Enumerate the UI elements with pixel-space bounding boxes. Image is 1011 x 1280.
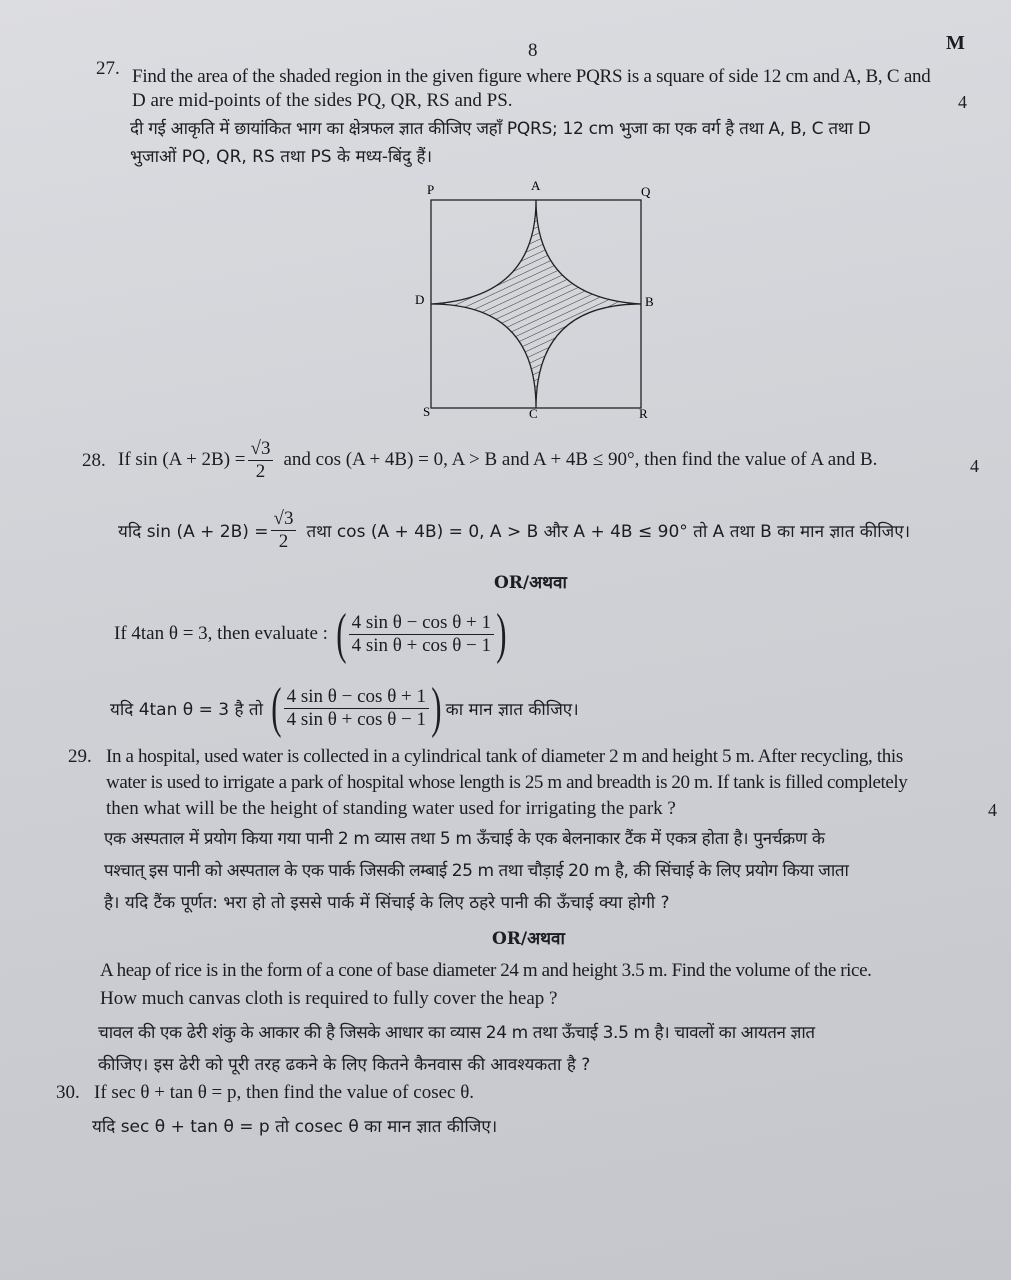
q28-en-line (118, 432, 877, 488)
label-q: Q (641, 184, 651, 199)
set-code: M (946, 32, 965, 54)
fraction-numerator: √3 (248, 438, 274, 461)
q28-hi-post: तथा cos (A + 4B) = 0, A > B और A + 4B ≤ 90° तो A तथा B का मान ज्ञात कीजिए। (306, 521, 911, 542)
fraction-denominator: 4 sin θ + cos θ − 1 (286, 708, 427, 730)
fraction-denominator: 2 (278, 530, 289, 552)
q27-en-line2: D are mid-points of the sides PQ, QR, RS and PS. (132, 90, 513, 111)
q28-or: OR/अथवा (494, 573, 567, 593)
q28-en-pre: If sin (A + 2B) = (118, 449, 246, 470)
fraction-numerator: 4 sin θ − cos θ + 1 (349, 612, 494, 635)
q28-alt-hi-post: का मान ज्ञात कीजिए। (445, 699, 579, 720)
q28-alt-hi-line: यदि 4tan θ = 3 है तो ( $\frac{\text{4 sin θ − cos θ + 1}}{\text{4 sin θ + cos θ − 1}}$ ) का मान ज्ञात कीजिए। (110, 677, 579, 739)
q29-hi-line1: एक अस्पताल में प्रयोग किया गया पानी 2 m व्यास तथा 5 m ऊँचाई के एक बेलनाकार टैंक में एकत्र होता है। पुनर्चक्रण के (104, 829, 825, 849)
q28-number: 28. (82, 450, 106, 471)
label-p: P (427, 182, 435, 197)
label-b: B (645, 294, 654, 309)
label-s: S (423, 404, 431, 419)
fraction-denominator: 2 (255, 460, 266, 482)
q28-hi-pre: यदि sin (A + 2B) = (118, 521, 269, 542)
sqrt3-over-2 (248, 438, 274, 483)
page-number: 8 (528, 40, 538, 61)
q29-alt-en-line1: A heap of rice is in the form of a cone of base diameter 24 m and height 3.5 m. Find the volume of the rice. (100, 960, 872, 981)
q27-figure (405, 176, 665, 426)
q30-hi-line: यदि sec θ + tan θ = p तो cosec θ का मान ज्ञात कीजिए। (92, 1117, 498, 1137)
label-r: R (639, 406, 648, 421)
q30-en-line: If sec θ + tan θ = p, then find the value of cosec θ. (94, 1082, 475, 1103)
fraction-numerator: 4 sin θ − cos θ + 1 (284, 686, 429, 709)
q27-en-line1: Find the area of the shaded region in the given figure where PQRS is a square of side 12 cm and A, B, C and (132, 66, 931, 87)
q29-alt-hi-line2: कीजिए। इस ढेरी को पूरी तरह ढकने के लिए कितने कैनवास की आवश्यकता है ? (98, 1055, 591, 1075)
q28-alt-en-pre: If 4tan θ = 3, then evaluate : (114, 623, 328, 644)
q28-marks: 4 (970, 456, 979, 476)
q30-number: 30. (56, 1082, 80, 1103)
q29-en-line1: In a hospital, used water is collected in a cylindrical tank of diameter 2 m and height 5 m. After recycling, this (106, 746, 903, 767)
q28-hi-line (118, 502, 910, 558)
q27-number: 27. (96, 58, 120, 79)
q29-hi-line2: पश्चात् इस पानी को अस्पताल के एक पार्क जिसकी लम्बाई 25 m तथा चौड़ाई 20 m है, की सिंचाई के लिए प्रयोग किया जाता (104, 861, 849, 881)
trig-fraction-hi (284, 686, 429, 731)
q28-en-post: and cos (A + 4B) = 0, A > B and A + 4B ≤ 90°, then find the value of A and B. (283, 449, 878, 470)
q27-marks: 4 (958, 92, 967, 112)
q29-alt-en-line2: How much canvas cloth is required to fully cover the heap ? (100, 988, 558, 1009)
q29-alt-hi-line1: चावल की एक ढेरी शंकु के आकार की है जिसके आधार का व्यास 24 m तथा ऊँचाई 3.5 m है। चावलों का आयतन ज्ञात (98, 1023, 815, 1043)
sqrt3-over-2-hi (271, 508, 297, 553)
fraction-numerator: √3 (271, 508, 297, 531)
label-c: C (529, 406, 538, 421)
q29-hi-line3: है। यदि टैंक पूर्णत: भरा हो तो इससे पार्क में सिंचाई के लिए ठहरे पानी की ऊँचाई क्या होगी ? (104, 893, 670, 913)
q29-en-line2: water is used to irrigate a park of hospital whose length is 25 m and breadth is 20 m. If tank is filled completely (106, 772, 908, 793)
label-d: D (415, 292, 425, 307)
q29-marks: 4 (988, 800, 997, 820)
q29-number: 29. (68, 746, 92, 767)
fraction-denominator: 4 sin θ + cos θ − 1 (351, 634, 492, 656)
trig-fraction (349, 612, 494, 657)
label-a: A (531, 178, 541, 193)
q27-hi-line1: दी गई आकृति में छायांकित भाग का क्षेत्रफल ज्ञात कीजिए जहाँ PQRS; 12 cm भुजा का एक वर्ग है तथा A, B, C तथा D (130, 119, 871, 139)
q29-or: OR/अथवा (492, 929, 565, 949)
q28-alt-hi-pre: यदि 4tan θ = 3 है तो (110, 699, 263, 720)
q27-hi-line2: भुजाओं PQ, QR, RS तथा PS के मध्य-बिंदु हैं। (130, 147, 433, 167)
shaded-region (431, 200, 641, 408)
q29-en-line3: then what will be the height of standing water used for irrigating the park ? (106, 798, 676, 819)
q28-alt-en-line: If 4tan θ = 3, then evaluate : ( $\frac{\text{4 sin θ − cos θ + 1}}{\text{4 sin θ + cos θ − 1}}$ ) (114, 603, 507, 665)
